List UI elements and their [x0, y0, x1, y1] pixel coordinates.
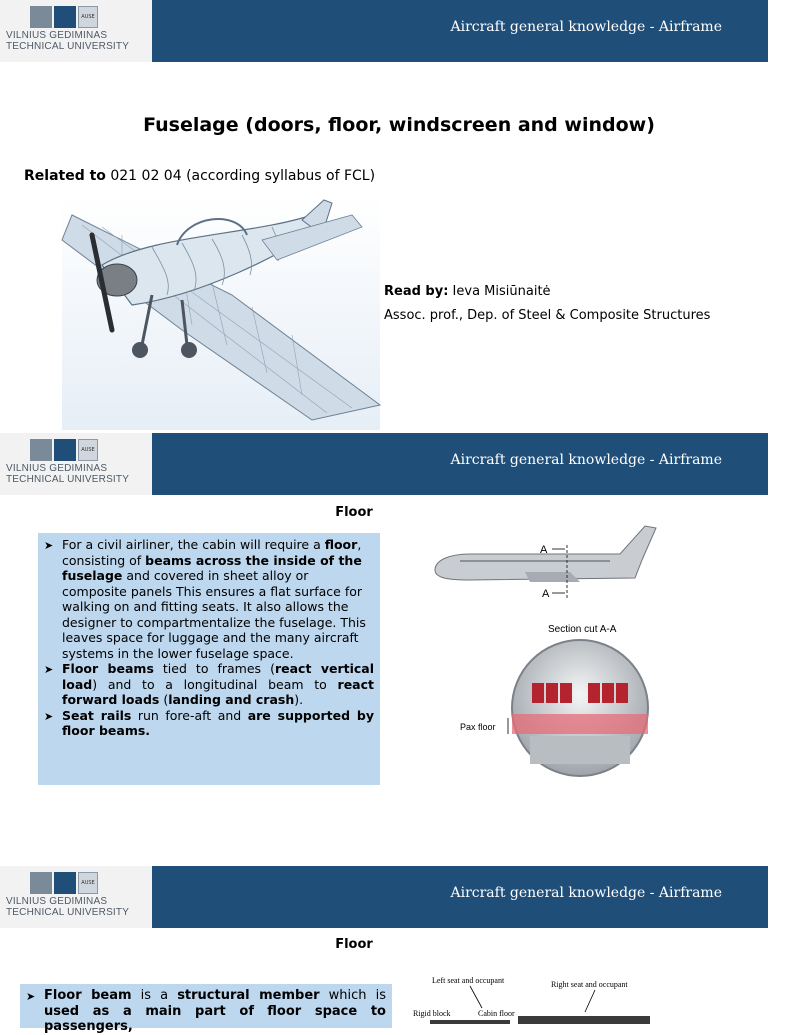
- floor-beam-text-box: [20, 984, 392, 1034]
- header-bar: [152, 866, 768, 928]
- rigid-block-label: Rigid block: [413, 1009, 451, 1018]
- header-course-title: Aircraft general knowledge - Airframe: [450, 452, 722, 468]
- aircraft-frame-illustration: [62, 195, 380, 430]
- university-name: VILNIUS GEDIMINAS TECHNICAL UNIVERSITY: [6, 30, 130, 52]
- right-seat-label: Right seat and occupant: [551, 980, 628, 989]
- header-course-title: Aircraft general knowledge - Airframe: [450, 19, 722, 35]
- airliner-side-view-diagram: [430, 520, 660, 610]
- university-logo: [0, 0, 152, 62]
- slide-title: Floor: [335, 505, 373, 520]
- arrow-bullet-icon: ➤: [44, 709, 54, 723]
- header-course-title: Aircraft general knowledge - Airframe: [450, 885, 722, 901]
- header-bar: [152, 433, 768, 495]
- section-marker-a-top: A: [540, 544, 548, 556]
- university-name: VILNIUS GEDIMINAS TECHNICAL UNIVERSITY: [6, 463, 130, 485]
- bullet-item: ➤ Seat rails run fore-aft and are supported by floor beams.: [44, 707, 375, 738]
- bullet-item: ➤ For a civil airliner, the cabin will require a floor, consisting of beams across the inside of the fuselage and covered in sheet alloy or composite panels This ensures a flat surface for walking on and fitting seats. It also allows the designer to compartmentalize the fuselage. This leaves space for luggage and the many aircraft systems in the lower fuselage space.: [44, 537, 366, 661]
- fuselage-cross-section-diagram: [460, 638, 660, 783]
- logo-emblem-icon: AUSE: [30, 6, 98, 28]
- slide-header: [0, 433, 768, 495]
- arrow-bullet-icon: ➤: [44, 663, 54, 676]
- slide-header: [0, 0, 768, 62]
- arrow-bullet-icon: ➤: [44, 539, 54, 552]
- bullet-item: ➤ Floor beam is a structural member which is used as a main part of floor space to passengers,: [26, 988, 387, 1034]
- university-name: VILNIUS GEDIMINAS TECHNICAL UNIVERSITY: [6, 896, 130, 918]
- cabin-floor-label: Cabin floor: [478, 1009, 515, 1018]
- cabin-floor-diagram: [410, 972, 650, 1024]
- pax-floor-label: Pax floor: [460, 722, 496, 732]
- presenter-role: Assoc. prof., Dep. of Steel & Composite Structures: [384, 308, 711, 323]
- bullet-item: ➤ Floor beams tied to frames (react vertical load) and to a longitudinal beam to react forward loads (landing and crash).: [44, 661, 375, 707]
- arrow-bullet-icon: ➤: [26, 990, 36, 1003]
- header-bar: [152, 0, 768, 62]
- logo-emblem-icon: AUSE: [30, 439, 98, 461]
- floor-text-box: [38, 533, 380, 785]
- slide-title: Fuselage (doors, floor, windscreen and window): [143, 114, 655, 136]
- presenter-name: Read by: Ieva Misiūnaitė: [384, 284, 551, 299]
- presenter-info: [384, 280, 710, 328]
- slide-title: Floor: [335, 937, 373, 952]
- university-logo: [0, 433, 152, 495]
- syllabus-reference: Related to 021 02 04 (according syllabus of FCL): [24, 168, 376, 184]
- left-seat-label: Left seat and occupant: [432, 976, 505, 985]
- section-cut-label: Section cut A-A: [548, 624, 617, 635]
- logo-emblem-icon: AUSE: [30, 872, 98, 894]
- university-logo: [0, 866, 152, 928]
- section-marker-a-bottom: A: [542, 588, 550, 600]
- slide-header: [0, 866, 768, 928]
